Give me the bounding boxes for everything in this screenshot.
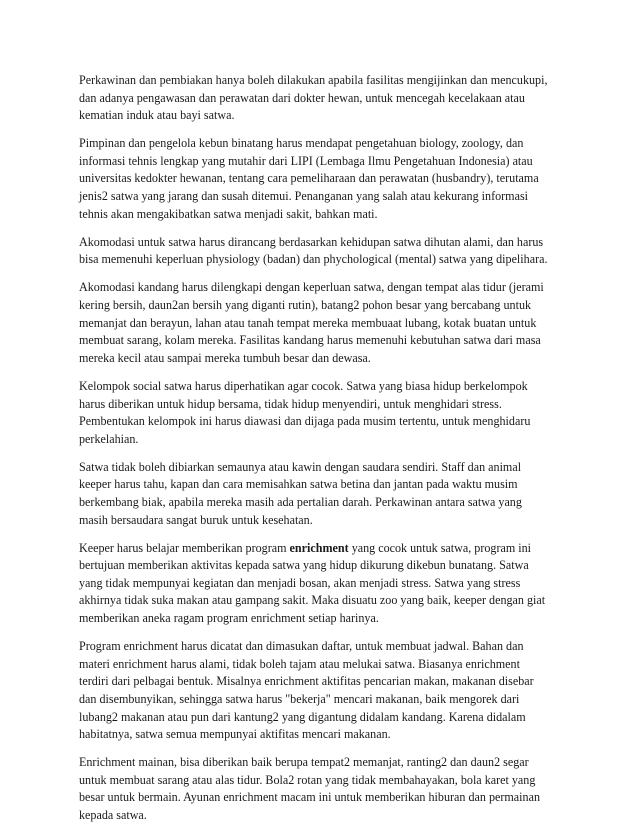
- paragraph-line: Perkawinan dan pembiakan hanya boleh dilakukan apabila fasilitas mengijinkan dan mencukupi,: [79, 73, 548, 87]
- paragraph-line: terdiri dari pelbagai bentuk. Misalnya enrichment aktifitas pencarian makan, makanan disebar: [79, 674, 534, 689]
- document-body: [79, 72, 559, 825]
- paragraph: [79, 234, 559, 269]
- paragraph-line: dan disembunyikan, sehingga satwa harus "bekerja" mencari makanan, baik mengorek dari: [79, 691, 520, 706]
- paragraph-line: jenis2 satwa yang jarang dan susah ditemui. Penanganan yang salah atau kekurang informasi: [79, 189, 529, 204]
- paragraph-line: habitatnya, satwa semua mempunyai aktifitas mencari makanan.: [79, 727, 391, 742]
- paragraph-line: bisa memenuhi keperluan physiology (badan) dan phychological (mental) satwa yang dipelihara.: [79, 252, 548, 267]
- paragraph-line: kering bersih, daun2an bersih yang diganti rutin), batang2 pohon besar yang bercabang untuk: [79, 298, 532, 313]
- paragraph-line: Satwa tidak boleh dibiarkan semaunya atau kawin dengan saudara sendiri. Staff dan animal: [79, 459, 522, 474]
- paragraph-line: Akomodasi untuk satwa harus dirancang berdasarkan kehidupan satwa dihutan alami, dan harus: [79, 234, 544, 249]
- paragraph-line: Kelompok social satwa harus diperhatikan agar cocok. Satwa yang biasa hidup berkelompok: [79, 378, 528, 393]
- paragraph-line: besar untuk bermain. Ayunan enrichment macam ini untuk memberikan hiburan dan permainan: [79, 790, 540, 805]
- paragraph-line: kematian induk atau bayi satwa.: [79, 108, 235, 123]
- paragraph: [79, 459, 559, 529]
- paragraph-line: Program enrichment harus dicatat dan dimasukan daftar, untuk membuat jadwal. Bahan dan: [79, 639, 524, 654]
- paragraph-line: mereka kecil atau sampai mereka tumbuh besar dan dewasa.: [79, 350, 371, 365]
- paragraph-line: universitas kedokter hewanan, tentang cara pemeliharaan dan perawatan (husbandry), terutama: [79, 171, 539, 186]
- paragraph-line: perkelahian.: [79, 431, 139, 446]
- paragraph-line: tehnis akan mengakibatkan satwa menjadi sakit, bahkan mati.: [79, 206, 378, 221]
- paragraph: [79, 378, 559, 448]
- paragraph-line: informasi tehnis lengkap yang mutahir dari LIPI (Lembaga Ilmu Pengetahuan Indonesia) atau: [79, 153, 533, 168]
- paragraph: [79, 135, 559, 223]
- paragraph-line: memanjat dan berayun, lahan atau tanah tempat mereka membuaat lubang, kotak buatan untuk: [79, 315, 537, 330]
- paragraph-line: membuat sarang, kolam mereka. Fasilitas kandang harus memenuhi kebutuhan satwa dari masa: [79, 333, 541, 348]
- paragraph-line: memberikan aneka ragam program enrichment setiap harinya.: [79, 611, 379, 626]
- paragraph-line: Keeper harus belajar memberikan program enrichment yang cocok untuk satwa, program ini: [79, 540, 532, 555]
- paragraph-line: materi enrichment harus alami, tidak boleh tajam atau melukai satwa. Biasanya enrichment: [79, 656, 520, 671]
- paragraph-line: kepada satwa.: [79, 807, 147, 822]
- paragraph-line: Enrichment mainan, bisa diberikan baik berupa tempat2 memanjat, ranting2 dan daun2 segar: [79, 755, 529, 770]
- paragraph-line: Pimpinan dan pengelola kebun binatang harus mendapat pengetahuan biology, zoology, dan: [79, 136, 524, 151]
- paragraph-line: lubang2 makanan atau pun dari kantung2 yang digantung didalam kandang. Karena didalam: [79, 709, 526, 724]
- paragraph: [79, 72, 559, 125]
- paragraph-line: Akomodasi kandang harus dilengkapi dengan keperluan satwa, dengan tempat alas tidur (jerami: [79, 280, 544, 295]
- paragraph-line: yang tidak mempunyai kegiatan dan menjadi bosan, akan menjadi stress. Satwa yang stress: [79, 575, 521, 590]
- emphasized-term: enrichment: [289, 540, 349, 555]
- paragraph: [79, 279, 559, 367]
- paragraph-line: Pembentukan kelompok ini harus diawasi dan dijaga pada musim tertentu, untuk menghidaru: [79, 414, 531, 429]
- paragraph-line: keeper harus tahu, kapan dan cara memisahkan satwa betina dan jantan pada waktu musim: [79, 477, 518, 492]
- paragraph: [79, 638, 559, 744]
- paragraph-line: dan adanya pengawasan dan perawatan dari dokter hewan, untuk mencegah kecelakaan atau: [79, 90, 525, 105]
- paragraph-line: harus diberikan untuk hidup bersama, tidak hidup menyendiri, untuk menghidari stress.: [79, 396, 502, 411]
- paragraph-line: masih bersaudara sangat buruk untuk kesehatan.: [79, 512, 313, 527]
- document-page: [79, 72, 559, 835]
- paragraph-line: akhirnya tidak suka makan atau gampang sakit. Maka disuatu zoo yang baik, keeper dengan giat: [79, 593, 546, 608]
- paragraph-line: bertujuan memberikan aktivitas kepada satwa yang hidup dikurung dikebun bunatang. Satwa: [79, 558, 529, 573]
- paragraph: [79, 754, 559, 824]
- paragraph-line: untuk membuat sarang atau alas tidur. Bola2 rotan yang tidak membahayakan, bola karet yang: [79, 772, 536, 787]
- paragraph-line: berkembang biak, apabila mereka masih ada pertalian darah. Perkawinan antara satwa yang: [79, 494, 522, 509]
- paragraph: [79, 540, 559, 628]
